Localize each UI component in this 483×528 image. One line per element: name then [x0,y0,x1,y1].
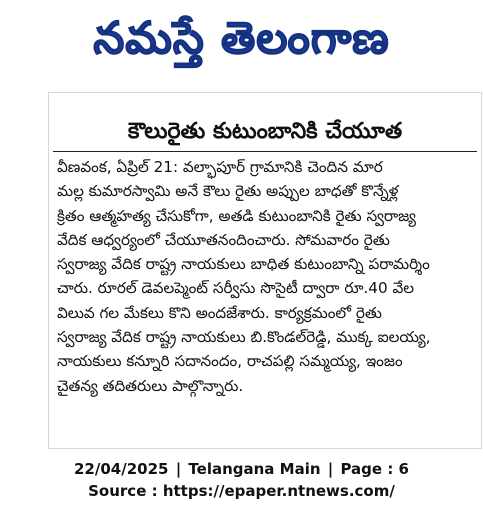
article-line: స్వరాజ్య వేదిక రాష్ట్ర నాయకులు బి.కొండల్‌రెడ్డి, ముక్క ఐలయ్య, [57,328,431,347]
edition-info [0,458,483,480]
article-line: చారు. రూరల్ డెవలప్మెంట్ సర్వీసు సొసైటీ ద్వారా రూ.40 వేల [57,279,415,298]
masthead [0,0,483,88]
article-line: క్రితం ఆత్మహత్య చేసుకోగా, అతడి కుటుంబానికి రైతు స్వరాజ్య [57,206,416,225]
separator: | [327,460,334,478]
publish-date: 22/04/2025 [74,460,169,478]
separator: | [175,460,182,478]
source-link[interactable]: Source : https://epaper.ntnews.com/ [88,482,395,500]
article-line: విలువ గల మేకలు కొని అందజేశారు. కార్యక్రమంలో రైతు [57,303,382,322]
article-body [57,155,473,398]
headline-divider [53,151,477,152]
source-footer [0,458,483,502]
edition-name: Telangana Main [188,460,321,478]
article-headline: కౌలురైతు కుటుంబానికి చేయూత [127,119,403,144]
article-line: నాయకులు కన్నూరి సదానందం, రాచపల్లి సమ్మయ్య, ఇంజం [57,352,403,371]
masthead-logo: నమస్తే తెలంగాణ [93,13,390,64]
article-line: చైతన్య తదితరులు పాల్గొన్నారు. [57,376,244,395]
article-line: వీణవంక, ఏప్రిల్ 21: వల్భాపూర్ గ్రామానికి చెందిన మార [57,158,383,176]
article-line: మల్ల కుమారస్వామి అనే కౌలు రైతు అప్పుల బాధతో కొన్నేళ్ల [57,182,399,201]
page-number: Page : 6 [340,460,409,478]
article-clipping [48,92,482,449]
article-line: వేదిక ఆధ్వర్యంలో చేయూతనందించారు. సోమవారం రైతు [57,230,390,249]
article-line: స్వరాజ్య వేదిక రాష్ట్ర నాయకులు బాధిత కుటుంబాన్ని పరామర్శిం [57,255,430,274]
